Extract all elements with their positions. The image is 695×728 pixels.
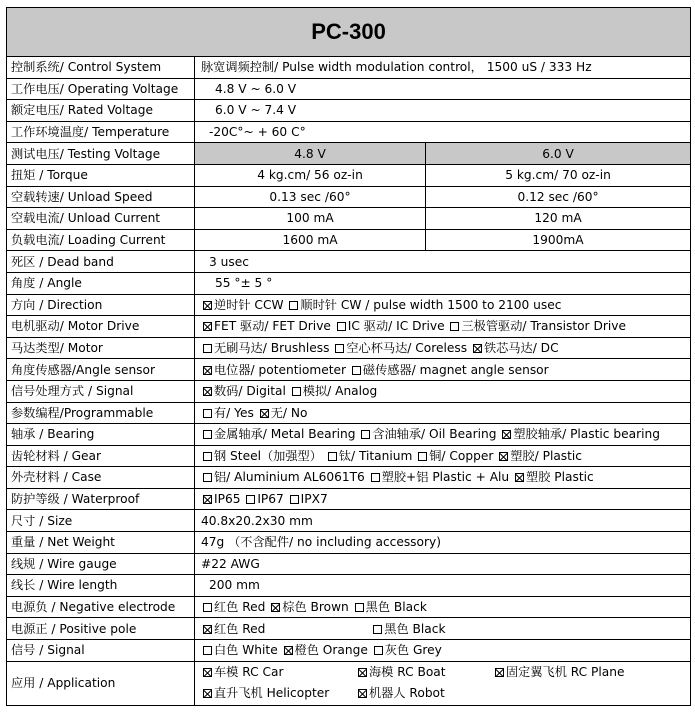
option-label: 黑色 Black [384,621,446,636]
option-label: 钛/ Titanium [338,448,413,463]
checkbox-option [287,298,561,312]
checkbox-option [201,492,240,506]
row-label: 齿轮材料 / Gear [7,445,195,467]
unchecked-box-icon[interactable] [203,344,212,353]
checked-box-icon[interactable] [203,689,212,698]
row-label: 额定电压/ Rated Voltage [7,100,195,122]
row-wire-length [7,575,691,597]
option-label: 红色 Red [214,600,266,615]
row-bearing [7,424,691,446]
option-label: FET 驱动/ FET Drive [214,319,331,334]
option-label: IP67 [257,492,284,507]
option-label: 三极管驱动/ Transistor Drive [461,319,626,334]
row-value: 55 °± 5 ° [195,272,691,294]
row-positive-pole [7,618,691,640]
checkbox-option [493,662,630,683]
unchecked-box-icon[interactable] [371,473,380,482]
checkbox-option [350,363,549,377]
option-label: 塑胶轴承/ Plastic bearing [513,427,660,442]
row-label: 信号处理方式 / Signal [7,380,195,402]
voltage-a: 4.8 V [195,143,426,165]
row-label: 电源负 / Negative electrode [7,596,195,618]
unchecked-box-icon[interactable] [337,322,346,331]
checkbox-option [471,341,559,355]
checkbox-option [201,662,356,683]
row-value: 6.0 V ~ 7.4 V [195,100,691,122]
option-group [195,445,691,467]
row-label: 死区 / Dead band [7,251,195,273]
checkbox-option [369,470,509,484]
unchecked-box-icon[interactable] [290,495,299,504]
unchecked-box-icon[interactable] [374,646,383,655]
row-label: 测试电压/ Testing Voltage [7,143,195,165]
option-group [195,337,691,359]
unchecked-box-icon[interactable] [328,452,337,461]
checkbox-option [201,341,329,355]
row-label: 信号 / Signal [7,640,195,662]
unchecked-box-icon[interactable] [203,452,212,461]
row-motor [7,337,691,359]
row-dead-band [7,251,691,273]
checkbox-option [335,319,445,333]
row-label: 线规 / Wire gauge [7,553,195,575]
row-value: 47g （不含配件/ no including accessory) [195,532,691,554]
unchecked-box-icon[interactable] [246,495,255,504]
option-label: 电位器/ potentiometer [214,362,347,377]
checkbox-option [201,363,346,377]
checkbox-option [416,449,493,463]
checkbox-option [201,622,265,636]
option-label: IPX7 [300,492,328,507]
value-a: 1600 mA [195,229,426,251]
unchecked-box-icon[interactable] [355,603,364,612]
checked-box-icon[interactable] [358,668,367,677]
voltage-b: 6.0 V [426,143,691,165]
row-angle-sensor [7,359,691,381]
unchecked-box-icon[interactable] [335,344,344,353]
option-group [195,596,691,618]
checkbox-option [333,341,467,355]
checkbox-option [359,427,496,441]
value-a: 4 kg.cm/ 56 oz-in [195,164,426,186]
checkbox-option [372,643,442,657]
row-programmable [7,402,691,424]
checkbox-option [448,319,625,333]
row-value: 200 mm [195,575,691,597]
checkbox-option [356,683,493,704]
option-label: 塑胶 Plastic [526,470,594,485]
row-label: 角度传感器/Angle sensor [7,359,195,381]
row-signal-wire [7,640,691,662]
row-negative-electrode [7,596,691,618]
value-b: 1900mA [426,229,691,251]
checked-box-icon[interactable] [203,322,212,331]
row-signal-processing [7,380,691,402]
checked-box-icon[interactable] [203,301,212,310]
checkbox-option [201,470,365,484]
option-group [195,380,691,402]
option-group [195,316,691,338]
unchecked-box-icon[interactable] [450,322,459,331]
checked-box-icon[interactable] [203,668,212,677]
checked-box-icon[interactable] [284,646,293,655]
row-value: 3 usec [195,251,691,273]
checked-box-icon[interactable] [358,689,367,698]
option-label: IP65 [214,492,241,507]
checkbox-option [201,643,278,657]
value-a: 0.13 sec /60° [195,186,426,208]
option-label: 海模 RC Boat [369,665,446,680]
row-unload-speed [7,186,691,208]
checked-box-icon[interactable] [502,430,511,439]
row-case [7,467,691,489]
row-label: 电源正 / Positive pole [7,618,195,640]
option-label: 无刷马达/ Brushless [214,340,330,355]
option-label: 有/ Yes [214,405,254,420]
unchecked-box-icon[interactable] [289,301,298,310]
checkbox-option [201,600,265,614]
checkbox-option [201,427,355,441]
row-testing-voltage [7,143,691,165]
checked-box-icon[interactable] [473,344,482,353]
option-label: 铜/ Copper [429,448,494,463]
row-unload-current [7,208,691,230]
option-label: 钢 Steel（加强型） [214,448,322,463]
checkbox-option [513,470,594,484]
option-label: 塑胶/ Plastic [510,448,583,463]
row-waterproof [7,488,691,510]
option-label: 数码/ Digital [214,384,286,399]
option-label: 棕色 Brown [282,600,349,615]
checkbox-option [258,406,308,420]
option-label: 直升飞机 Helicopter [214,686,330,701]
checked-box-icon[interactable] [499,452,508,461]
checked-box-icon[interactable] [271,603,280,612]
row-motor-drive [7,316,691,338]
unchecked-box-icon[interactable] [203,473,212,482]
option-group [195,618,691,640]
checkbox-option [201,449,322,463]
value-a: 100 mA [195,208,426,230]
checkbox-option [497,449,582,463]
row-loading-current [7,229,691,251]
row-label: 参数编程/Programmable [7,402,195,424]
option-label: 逆时针 CCW [214,297,284,312]
row-label: 工作环境温度/ Temperature [7,121,195,143]
spec-table [6,7,691,706]
option-label: 铝/ Aluminium AL6061T6 [214,470,365,485]
row-label: 重量 / Net Weight [7,532,195,554]
option-label: 空心杯马达/ Coreless [346,340,468,355]
unchecked-box-icon[interactable] [203,430,212,439]
value-b: 0.12 sec /60° [426,186,691,208]
row-rated-voltage [7,100,691,122]
option-label: 模拟/ Analog [302,384,378,399]
row-torque [7,164,691,186]
row-temperature [7,121,691,143]
unchecked-box-icon[interactable] [203,646,212,655]
value-b: 5 kg.cm/ 70 oz-in [426,164,691,186]
row-label: 控制系统/ Control System [7,57,195,79]
row-value: 40.8x20.2x30 mm [195,510,691,532]
row-control-system [7,57,691,79]
row-label: 扭矩 / Torque [7,164,195,186]
checkbox-option [500,427,660,441]
option-label: 橙色 Orange [294,643,368,658]
checkbox-option [326,449,413,463]
row-angle [7,272,691,294]
option-group [195,294,691,316]
option-label: 红色 Red [214,621,266,636]
row-label: 防护等级 / Waterproof [7,488,195,510]
option-label: 铁芯马达/ DC [483,340,559,355]
checked-box-icon[interactable] [260,409,269,418]
unchecked-box-icon[interactable] [418,452,427,461]
row-value: #22 AWG [195,553,691,575]
checked-box-icon[interactable] [495,668,504,677]
page-title: PC-300 [7,8,691,57]
option-group [195,359,691,381]
row-operating-voltage [7,78,691,100]
option-group [195,402,691,424]
option-label: 白色 White [214,643,278,658]
option-label: 灰色 Grey [384,643,442,658]
row-label: 方向 / Direction [7,294,195,316]
option-label: 顺时针 CW / pulse width 1500 to 2100 usec [300,297,562,312]
checkbox-option [353,600,427,614]
row-gear [7,445,691,467]
row-label: 应用 / Application [7,661,195,705]
option-label: IC 驱动/ IC Drive [347,319,445,334]
checkbox-option [201,406,254,420]
application-line-2 [201,683,690,704]
checked-box-icon[interactable] [203,387,212,396]
row-direction [7,294,691,316]
checkbox-option [201,384,286,398]
option-label: 塑胶+铝 Plastic + Alu [381,470,510,485]
row-value: 脉宽调频控制/ Pulse width modulation control， 1500 uS / 333 Hz [195,57,691,79]
option-label: 黑色 Black [365,600,427,615]
checkbox-option [269,600,349,614]
option-label: 含油轴承/ Oil Bearing [372,427,497,442]
checked-box-icon[interactable] [515,473,524,482]
row-wire-gauge [7,553,691,575]
checkbox-option [244,492,283,506]
row-value: -20C°~ + 60 C° [195,121,691,143]
row-label: 外壳材料 / Case [7,467,195,489]
application-options [195,661,691,705]
spec-sheet [6,7,690,706]
option-label: 车模 RC Car [214,665,284,680]
value-b: 120 mA [426,208,691,230]
option-group [195,467,691,489]
row-label: 电机驱动/ Motor Drive [7,316,195,338]
option-group [195,640,691,662]
checkbox-option [201,319,331,333]
row-label: 负载电流/ Loading Current [7,229,195,251]
unchecked-box-icon[interactable] [373,625,382,634]
option-group [195,488,691,510]
option-label: 金属轴承/ Metal Bearing [214,427,356,442]
checked-box-icon[interactable] [203,366,212,375]
checkbox-option [288,492,328,506]
row-size [7,510,691,532]
row-label: 线长 / Wire length [7,575,195,597]
unchecked-box-icon[interactable] [203,409,212,418]
row-label: 尺寸 / Size [7,510,195,532]
checkbox-option [371,622,445,636]
option-label: 机器人 Robot [369,686,445,701]
row-weight [7,532,691,554]
checked-box-icon[interactable] [203,625,212,634]
application-line-1 [201,662,690,683]
checkbox-option [282,643,368,657]
row-label: 马达类型/ Motor [7,337,195,359]
checkbox-option [356,662,493,683]
option-label: 无/ No [270,405,308,420]
checkbox-option [201,298,284,312]
checkbox-option [290,384,377,398]
option-group [195,424,691,446]
unchecked-box-icon[interactable] [352,366,361,375]
unchecked-box-icon[interactable] [292,387,301,396]
row-application [7,661,691,705]
row-label: 角度 / Angle [7,272,195,294]
checked-box-icon[interactable] [203,495,212,504]
row-label: 轴承 / Bearing [7,424,195,446]
row-label: 空载电流/ Unload Current [7,208,195,230]
row-label: 空载转速/ Unload Speed [7,186,195,208]
unchecked-box-icon[interactable] [361,430,370,439]
option-label: 固定翼飞机 RC Plane [506,665,625,680]
row-value: 4.8 V ~ 6.0 V [195,78,691,100]
row-label: 工作电压/ Operating Voltage [7,78,195,100]
unchecked-box-icon[interactable] [203,603,212,612]
checkbox-option [201,683,356,704]
option-label: 磁传感器/ magnet angle sensor [362,362,549,377]
